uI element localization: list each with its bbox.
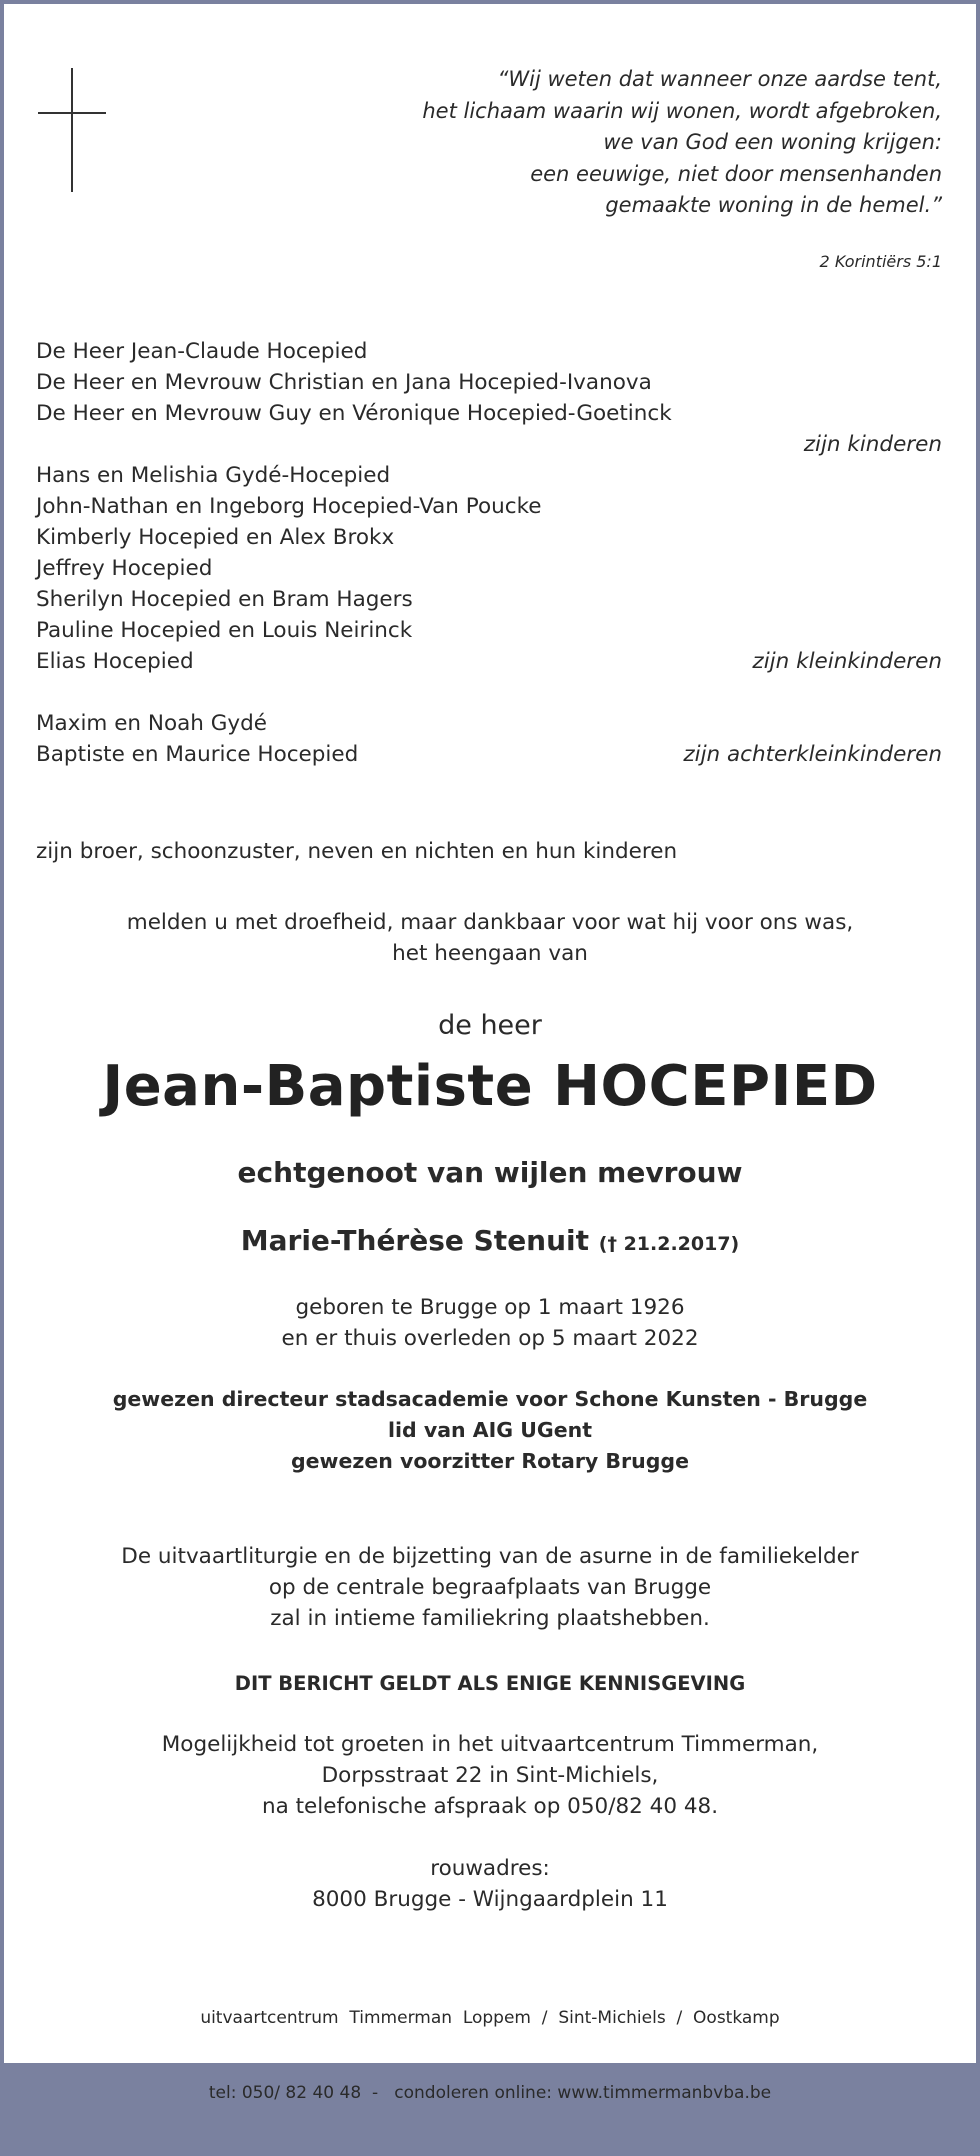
family-name: De Heer en Mevrouw Christian en Jana Hocepied-Ivanova [36, 370, 652, 395]
siblings-line: zijn broer, schoonzuster, neven en nichten en hun kinderen [36, 839, 678, 864]
family-name: Maxim en Noah Gydé [36, 711, 268, 736]
family-name: De Heer Jean-Claude Hocepied [36, 339, 368, 364]
family-name: Sherilyn Hocepied en Bram Hagers [36, 587, 413, 612]
spouse-death-date: († 21.2.2017) [598, 1233, 740, 1255]
notice: DIT BERICHT GELDT ALS ENIGE KENNISGEVING [234, 1672, 746, 1695]
mourning-address [4, 1853, 976, 1915]
birth-line: geboren te Brugge op 1 maart 1926 [295, 1295, 685, 1320]
quote-line: een eeuwige, niet door mensenhanden [530, 161, 942, 186]
quote-line: we van God een woning krijgen: [603, 130, 942, 154]
family-name: Jeffrey Hocepied [36, 556, 213, 581]
funeral-line: De uitvaartliturgie en de bijzetting van de asurne in de familiekelder [121, 1544, 859, 1569]
function-line: gewezen voorzitter Rotary Brugge [290, 1449, 690, 1473]
deceased-title: de heer [438, 1010, 542, 1041]
quote-line: het lichaam waarin wij wonen, wordt afgebroken, [422, 98, 942, 123]
announcement-line: melden u met droefheid, maar dankbaar voor wat hij voor ons was, [126, 910, 854, 935]
bible-quote [422, 64, 942, 222]
quote-line: gemaakte woning in de hemel.” [605, 193, 942, 217]
deceased-name: Jean-Baptiste HOCEPIED [102, 1054, 878, 1119]
visit-line: Mogelijkheid tot groeten in het uitvaartcentrum Timmerman, [161, 1732, 819, 1757]
family-role: zijn kleinkinderen [752, 649, 942, 674]
family-name: Baptiste en Maurice Hocepied [36, 742, 359, 767]
footer [4, 1956, 976, 2156]
funeral-line: zal in intieme familiekring plaatshebben. [270, 1606, 710, 1631]
quote-line: “Wij weten dat wanneer onze aardse tent, [497, 67, 942, 91]
spouse-line [4, 1224, 976, 1257]
footer-line: uitvaartcentrum Timmerman Loppem / Sint-Michiels / Oostkamp [200, 2008, 780, 2028]
family-name: John-Nathan en Ingeborg Hocepied-Van Poucke [36, 494, 542, 519]
life-dates [4, 1292, 976, 1354]
funeral-line: op de centrale begraafplaats van Brugge [268, 1575, 712, 1600]
family-role: zijn kinderen [803, 432, 942, 457]
family-role: zijn achterkleinkinderen [683, 742, 942, 767]
function-line: lid van AIG UGent [387, 1418, 593, 1442]
family-name: De Heer en Mevrouw Guy en Véronique Hocepied-Goetinck [36, 401, 672, 426]
functions [4, 1384, 976, 1477]
children-list [36, 336, 942, 770]
announcement-line: het heengaan van [392, 941, 588, 966]
spouse-intro: echtgenoot van wijlen mevrouw [237, 1156, 743, 1189]
footer-line: tel: 050/ 82 40 48 - condoleren online: www.timmermanbvba.be [208, 2083, 772, 2103]
visit-line: Dorpsstraat 22 in Sint-Michiels, [321, 1763, 659, 1788]
funeral-info [4, 1541, 976, 1634]
address-value: 8000 Brugge - Wijngaardplein 11 [312, 1887, 668, 1912]
obituary-page [4, 4, 976, 2103]
family-name: Hans en Melishia Gydé-Hocepied [36, 463, 391, 488]
function-line: gewezen directeur stadsacademie voor Schone Kunsten - Brugge [112, 1387, 868, 1411]
quote-reference: 2 Korintiërs 5:1 [819, 252, 942, 271]
announcement [4, 907, 976, 969]
family-name: Kimberly Hocepied en Alex Brokx [36, 525, 395, 550]
family-name: Pauline Hocepied en Louis Neirinck [36, 618, 413, 643]
visit-line: na telefonische afspraak op 050/82 40 48. [261, 1794, 719, 1819]
visit-info [4, 1729, 976, 1822]
spouse-name: Marie-Thérèse Stenuit [240, 1224, 590, 1257]
death-line: en er thuis overleden op 5 maart 2022 [281, 1326, 699, 1351]
family-name: Elias Hocepied [36, 649, 194, 674]
address-label: rouwadres: [430, 1856, 550, 1881]
